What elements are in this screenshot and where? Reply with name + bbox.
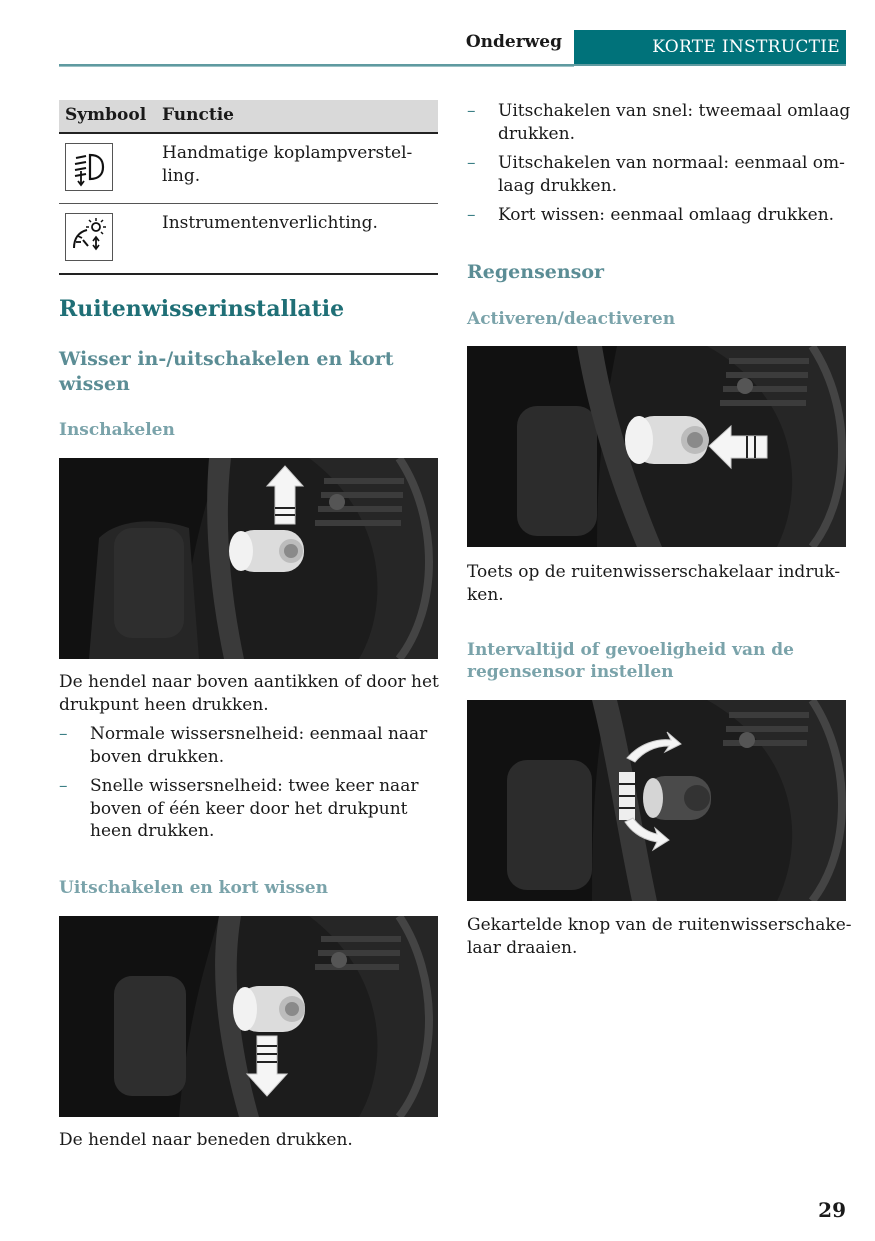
- paragraph: Toets op de ruitenwisserschakelaar indruk- ken.: [467, 562, 841, 605]
- col-symbol-header: Symbool: [65, 105, 147, 125]
- heading-inschakelen: Inschakelen: [59, 420, 175, 440]
- function-text: Instrumentenverlichting.: [162, 213, 378, 233]
- page-number: 29: [818, 1198, 846, 1222]
- list-item: – Snelle wissersnelheid: twee keer naar boven of één keer door het drukpunt heen drukken.: [59, 776, 419, 841]
- bullet-dash: –: [59, 776, 68, 796]
- paragraph: De hendel naar boven aantikken of door het drukpunt heen drukken.: [59, 672, 439, 715]
- table-row: [59, 204, 438, 275]
- header-rule-thin: [59, 66, 574, 67]
- list-item: – Uitschakelen van snel: tweemaal omlaag drukken.: [467, 101, 851, 144]
- bullet-dash: –: [467, 205, 476, 225]
- wiper-knob-rotate-photo: [467, 700, 846, 901]
- wiper-lever-up-photo: [59, 458, 438, 659]
- section-heading: Ruitenwisserinstallatie: [59, 296, 345, 322]
- wiper-button-press-photo: [467, 346, 846, 547]
- heading-activeren: Activeren/deactiveren: [467, 309, 676, 329]
- list-item: – Uitschakelen van normaal: eenmaal om- laag drukken.: [467, 153, 845, 196]
- subsection-heading: Wisser in-/uitschakelen en kort wissen: [59, 348, 394, 395]
- col-function-header: Functie: [162, 105, 234, 125]
- list-item: – Kort wissen: eenmaal omlaag drukken.: [467, 205, 835, 225]
- paragraph: De hendel naar beneden drukken.: [59, 1130, 353, 1150]
- table-header: [59, 100, 438, 134]
- heading-interval: Intervaltijd of gevoeligheid van de regensensor instellen: [467, 640, 794, 682]
- heading-regensensor: Regensensor: [467, 261, 605, 283]
- chapter-tab: KORTE INSTRUCTIE: [574, 30, 846, 64]
- heading-uitschakelen: Uitschakelen en kort wissen: [59, 878, 328, 898]
- instrument-lighting-icon: [65, 213, 113, 261]
- section-title: Onderweg: [465, 32, 562, 52]
- bullet-dash: –: [467, 101, 476, 121]
- table-row: [59, 134, 438, 204]
- list-item: – Normale wissersnelheid: eenmaal naar boven drukken.: [59, 724, 428, 767]
- function-text: Handmatige koplampverstel-: [162, 143, 413, 163]
- wiper-lever-down-photo: [59, 916, 438, 1117]
- paragraph: Gekartelde knop van de ruitenwisserschake- laar draaien.: [467, 915, 852, 958]
- function-text-cont: ling.: [162, 166, 201, 186]
- headlight-range-icon: [65, 143, 113, 191]
- bullet-dash: –: [59, 724, 68, 744]
- bullet-dash: –: [467, 153, 476, 173]
- symbol-table: [59, 100, 438, 275]
